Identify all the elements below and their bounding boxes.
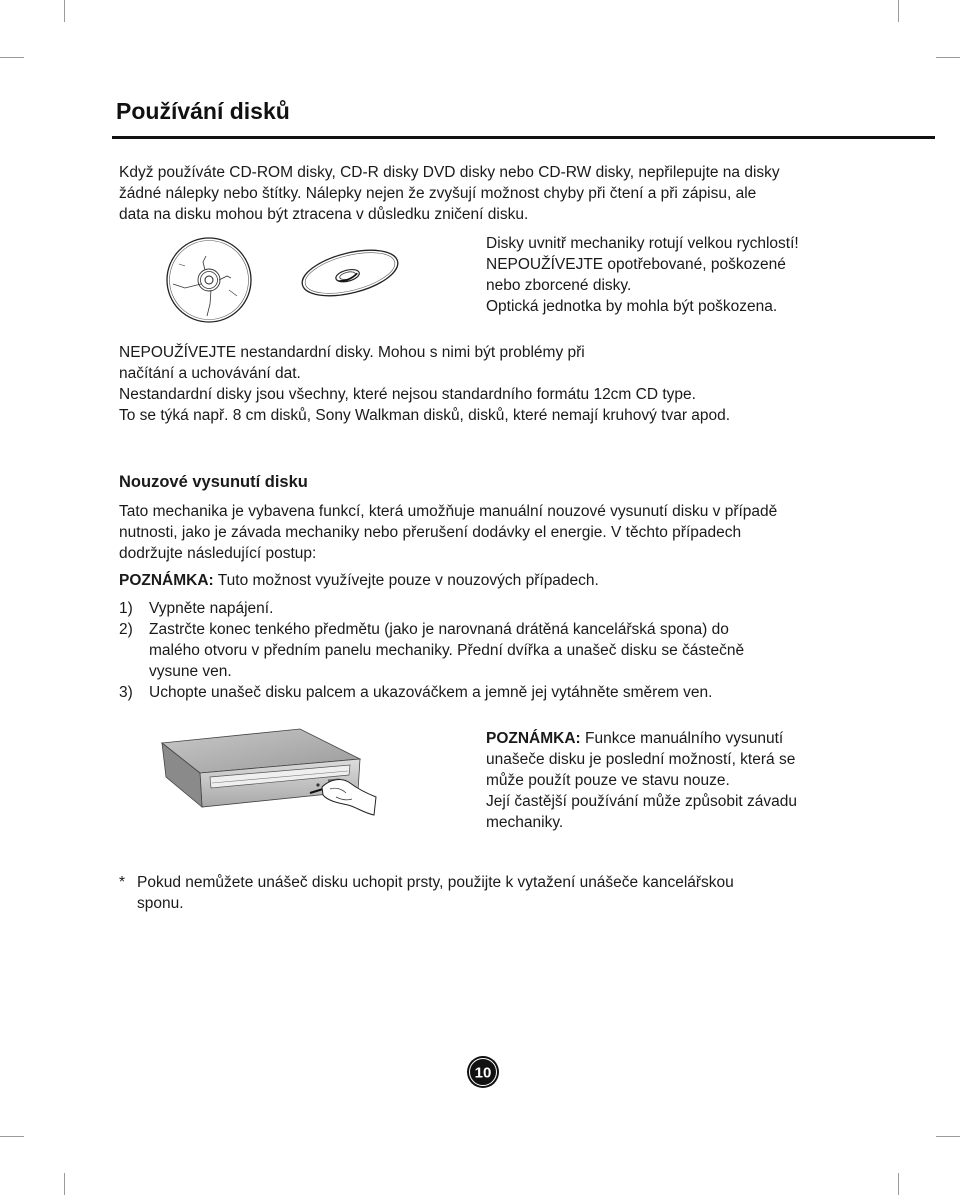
intro-paragraph: [119, 162, 780, 225]
disc-warning-line: Optická jednotka by mohla být poškozena.: [486, 298, 778, 315]
nonstandard-paragraph: [119, 342, 730, 426]
step-number: 1): [119, 600, 133, 617]
footnote-line: Pokud nemůžete unášeč disku uchopit prsty, použijte k vytažení unášeče kancelářskou: [137, 874, 734, 891]
section-title: Nouzové vysunutí disku: [119, 473, 308, 491]
crop-mark: [64, 1173, 65, 1195]
step-line: Vypněte napájení.: [149, 600, 274, 617]
footnote-symbol: *: [119, 874, 126, 891]
crop-mark: [64, 0, 65, 22]
disc-warning-line: Disky uvnitř mechaniky rotují velkou rychlostí!: [486, 235, 799, 252]
note-line: Její častější používání může způsobit závadu: [486, 793, 798, 810]
step-item: [119, 619, 744, 682]
crop-mark: [898, 1173, 899, 1195]
step-line: malého otvoru v předním panelu mechaniky. Přední dvířka a unašeč disku se částečně: [149, 642, 745, 659]
step-item: [119, 682, 744, 703]
note-emergency: [119, 570, 599, 591]
footnote: [119, 872, 734, 914]
disc-warning: [486, 233, 799, 317]
section-line: dodržujte následující postup:: [119, 545, 317, 562]
intro-line: data na disku mohou být ztracena v důsledku zničení disku.: [119, 206, 529, 223]
section-line: nutnosti, jako je závada mechaniky nebo přerušení dodávky el energie. V těchto případech: [119, 524, 742, 541]
warped-disc-illustration: [298, 245, 402, 301]
section-line: Tato mechanika je vybavena funkcí, která umožňuje manuální nouzové vysunutí disku v případě: [119, 503, 778, 520]
step-line: vysune ven.: [149, 663, 232, 680]
step-number: 2): [119, 621, 133, 638]
note-manual-eject: [486, 728, 797, 833]
cracked-disc-illustration: [165, 236, 253, 324]
note-label: POZNÁMKA:: [119, 572, 214, 589]
title-rule: [112, 136, 935, 139]
step-line: Uchopte unašeč disku palcem a ukazováčkem a jemně jej vytáhněte směrem ven.: [149, 684, 713, 701]
footnote-line: sponu.: [137, 895, 184, 912]
intro-line: Když používáte CD-ROM disky, CD-R disky DVD disky nebo CD-RW disky, nepřilepujte na disky: [119, 164, 780, 181]
note-line: může použít pouze ve stavu nouze.: [486, 772, 730, 789]
step-line: Zastrčte konec tenkého předmětu (jako je narovnaná drátěná kancelářská spona) do: [149, 621, 729, 638]
nonstandard-line: NEPOUŽÍVEJTE nestandardní disky. Mohou s nimi být problémy při: [119, 344, 585, 361]
note-line: unašeče disku je poslední možností, která se: [486, 751, 796, 768]
note-label: POZNÁMKA:: [486, 730, 581, 747]
step-number: 3): [119, 684, 133, 701]
nonstandard-line: Nestandardní disky jsou všechny, které nejsou standardního formátu 12cm CD type.: [119, 386, 696, 403]
crop-mark: [936, 1136, 960, 1137]
crop-mark: [898, 0, 899, 22]
page-number-badge: [466, 1055, 500, 1089]
note-line: mechaniky.: [486, 814, 564, 831]
steps-list: [119, 598, 744, 703]
note-text: Tuto možnost využívejte pouze v nouzových případech.: [213, 572, 599, 589]
crop-mark: [0, 57, 24, 58]
section-body: [119, 501, 777, 564]
page-number: 10: [474, 1064, 492, 1082]
note-text: Funkce manuálního vysunutí: [580, 730, 784, 747]
page-title: Používání disků: [116, 98, 290, 124]
crop-mark: [0, 1136, 24, 1137]
intro-line: žádné nálepky nebo štítky. Nálepky nejen že zvyšují možnost chyby při čtení a při zápisu, ale: [119, 185, 757, 202]
nonstandard-line: To se týká např. 8 cm disků, Sony Walkman disků, disků, které nemají kruhový tvar apod.: [119, 407, 731, 424]
nonstandard-line: načítání a uchovávání dat.: [119, 365, 301, 382]
disc-warning-line: NEPOUŽÍVEJTE opotřebované, poškozené: [486, 256, 786, 273]
disc-warning-line: nebo zborcené disky.: [486, 277, 632, 294]
optical-drive-illustration: [160, 727, 382, 823]
step-item: [119, 598, 744, 619]
crop-mark: [936, 57, 960, 58]
